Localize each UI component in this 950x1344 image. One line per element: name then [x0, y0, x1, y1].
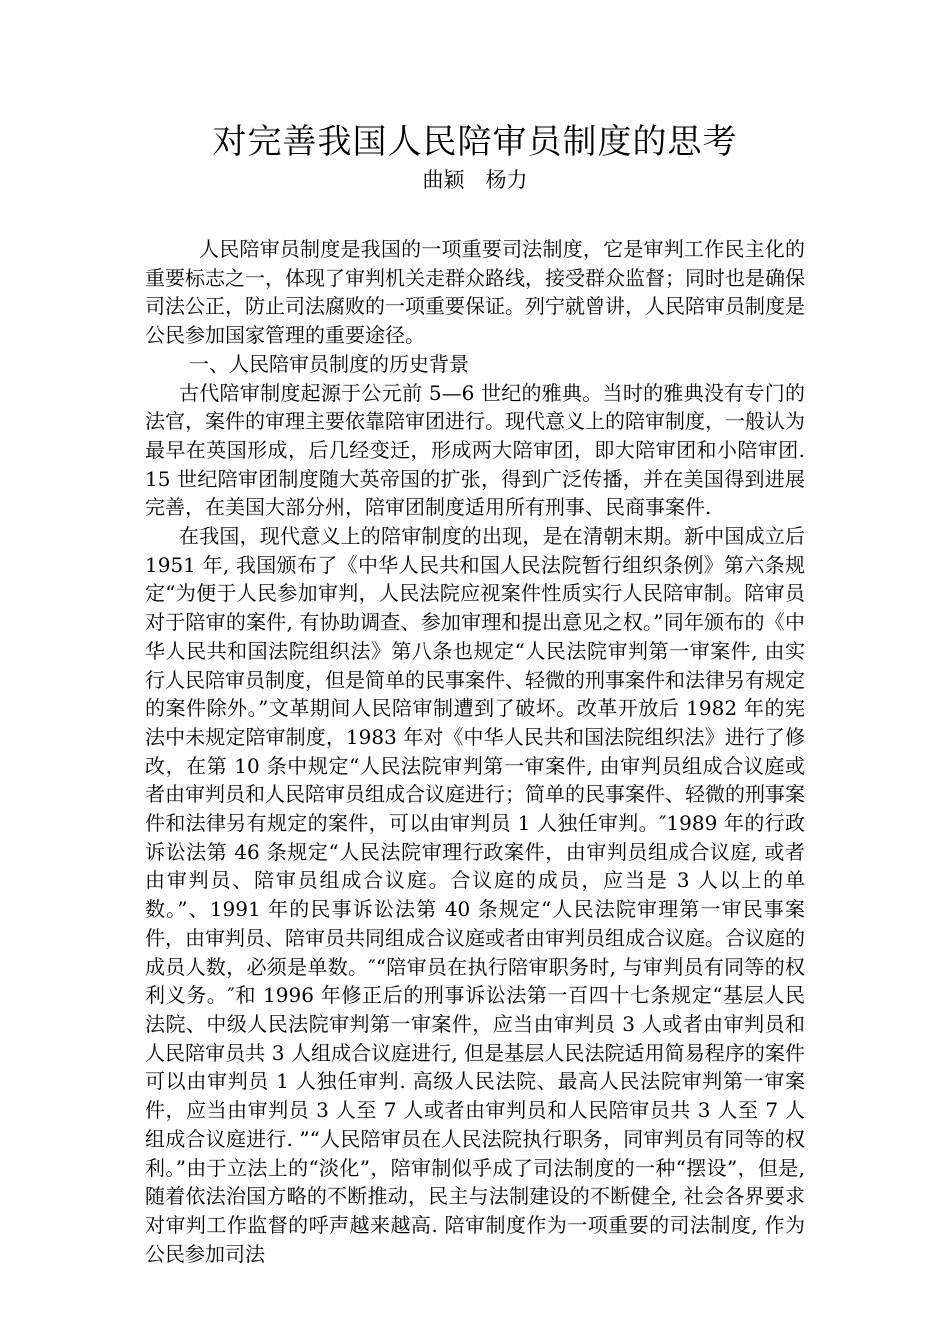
paragraph-history-ancient: 古代陪审制度起源于公元前 5—6 世纪的雅典。当时的雅典没有专门的法官，案件的审理主要依靠陪审团进行。现代意义上的陪审制度，一般认为最早在英国形成，后几经变迁，形成两大陪审团，即大陪审团和小陪审团. 15 世纪陪审团制度随大英帝国的扩张，得到广泛传播，并在美国得到进展完善，在美国大部分州，陪审团制度适用所有刑事、民商事案件.: [145, 380, 805, 520]
section-heading: 一、人民陪审员制度的历史背景: [189, 351, 469, 376]
document-title: 对完善我国人民陪审员制度的思考: [212, 122, 738, 162]
paragraph-intro: 人民陪审员制度是我国的一项重要司法制度，它是审判工作民主化的重要标志之一，体现了审判机关走群众路线，接受群众监督；同时也是确保司法公正，防止司法腐败的一项重要保证。列宁就曾讲，人民陪审员制度是公民参加国家管理的重要途径。: [145, 237, 805, 348]
paragraph-history-china: 在我国，现代意义上的陪审制度的出现，是在清朝末期。新中国成立后 1951 年, 我国颁布了《中华人民共和国人民法院暂行组织条例》第六条规定“为便于人民参加审判，人民法院应视案件性质实行人民陪审制。陪审员对于陪审的案件, 有协助调查、参加审理和提出意见之权。”同年颁布的《中华人民共和国法院组织法》第八条也规定“人民法院审判第一审案件, 由实行人民陪审员制度，但是简单的民事案件、轻微的刑事案件和法律另有规定的案件除外。”文革期间人民陪审制遭到了破坏。改革开放后 1982 年的宪法中未规定陪审制度，1983 年对《中华人民共和国法院组织法》进行了修改，在第 10 条中规定“人民法院审判第一审案件, 由审判员组成合议庭或者由审判员和人民陪审员组成合议庭进行；简单的民事案件、轻微的刑事案件和法律另有规定的案件，可以由审判员 1 人独任审判。″1989 年的行政诉讼法第 46 条规定“人民法院审理行政案件，由审判员组成合议庭, 或者由审判员、陪审员组成合议庭。合议庭的成员，应当是 3 人以上的单数。”、1991 年的民事诉讼法第 40 条规定“人民法院审理第一审民事案件，由审判员、陪审员共同组成合议庭或者由审判员组成合议庭。合议庭的成员人数，必须是单数。″“陪审员在执行陪审职务时, 与审判员有同等的权利义务。″和 1996 年修正后的刑事诉讼法第一百四十七条规定“基层人民法院、中级人民法院审判第一审案件，应当由审判员 3 人或者由审判员和人民陪审员共 3 人组成合议庭进行, 但是基层人民法院适用简易程序的案件可以由审判员 1 人独任审判. 高级人民法院、最高人民法院审判第一审案件，应当由审判员 3 人至 7 人或者由审判员和人民陪审员共 3 人至 7 人组成合议庭进行. ”“人民陪审员在人民法院执行职务，同审判员有同等的权利。”由于立法上的“淡化”，陪审制似乎成了司法制度的一种“摆设”，但是, 随着依法治国方略的不断推动，民主与法制建设的不断健全, 社会各界要求对审判工作监督的呼声越来越高. 陪审制度作为一项重要的司法制度, 作为公民参加司法: [145, 524, 805, 1266]
document-authors: 曲颖 杨力: [422, 168, 528, 192]
document-body: [145, 235, 805, 1268]
